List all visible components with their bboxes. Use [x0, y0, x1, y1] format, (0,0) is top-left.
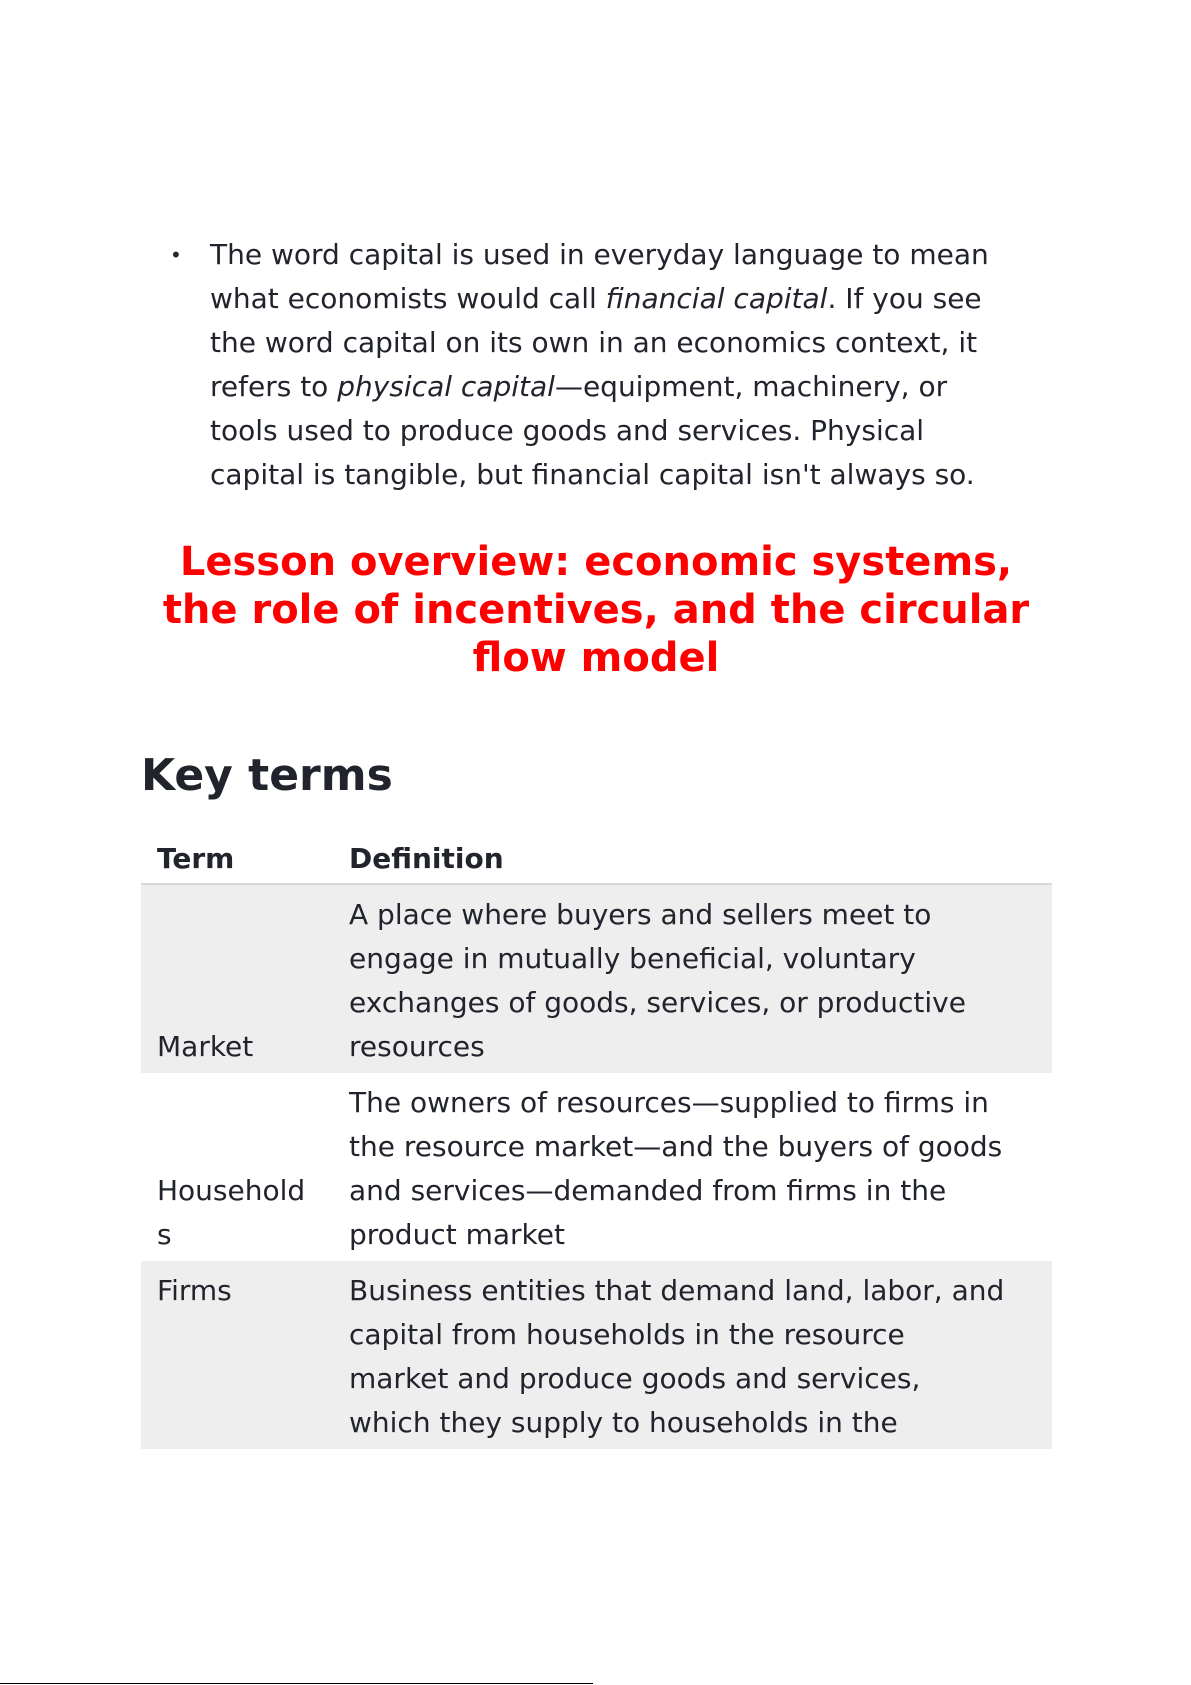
bullet-line: capital is tangible, but financial capital isn't always so.: [210, 458, 975, 491]
bullet-line: [210, 365, 1050, 409]
table-row-firms: [141, 1261, 1052, 1449]
definition-cell: [333, 1261, 1052, 1449]
definition-line: A place where buyers and sellers meet to: [349, 898, 932, 931]
bullet-line: tools used to produce goods and services. Physical: [210, 414, 925, 447]
term-cell: [141, 1073, 333, 1261]
definition-cell: [333, 884, 1052, 1073]
definition-column-header: Definition: [333, 833, 1052, 884]
financial-capital-term: financial capital: [605, 282, 828, 315]
bullet-text: . If you see: [827, 282, 982, 315]
key-terms-table: [141, 833, 1052, 1449]
definition-line: exchanges of goods, services, or productive: [349, 986, 966, 1019]
definition-line: which they supply to households in the: [349, 1406, 898, 1439]
table-row-market: [141, 884, 1052, 1073]
definition-line: market and produce goods and services,: [349, 1362, 921, 1395]
physical-capital-term: physical capital: [337, 370, 555, 403]
bullet-dot-icon: •: [170, 243, 182, 267]
lesson-overview-title: [141, 538, 1051, 682]
table-row-households: [141, 1073, 1052, 1261]
definition-line: resources: [349, 1030, 485, 1063]
term-line: s: [157, 1218, 172, 1251]
bullet-text: —equipment, machinery, or: [554, 370, 948, 403]
lesson-title-line: Lesson overview: economic systems,: [179, 539, 1013, 585]
definition-line: Business entities that demand land, labor, and: [349, 1274, 1005, 1307]
bullet-list: [170, 237, 1050, 497]
table-header-row: [141, 833, 1052, 884]
bullet-text: what economists would call: [210, 282, 606, 315]
term-line: Market: [157, 1030, 254, 1063]
term-cell: [141, 1261, 333, 1449]
bullet-text: refers to: [210, 370, 338, 403]
definition-line: and services—demanded from firms in the: [349, 1174, 947, 1207]
term-line: Household: [157, 1174, 306, 1207]
definition-line: capital from households in the resource: [349, 1318, 905, 1351]
definition-line: The owners of resources—supplied to firms in: [349, 1086, 989, 1119]
bullet-line: the word capital on its own in an economics context, it: [210, 326, 978, 359]
key-terms-heading: Key terms: [141, 750, 393, 801]
bullet-line: [210, 277, 1050, 321]
term-cell: [141, 884, 333, 1073]
lesson-title-line: flow model: [472, 635, 720, 681]
bullet-line: The word capital is used in everyday language to mean: [210, 238, 989, 271]
term-line: Firms: [157, 1274, 232, 1307]
definition-cell: [333, 1073, 1052, 1261]
bullet-item-capital: [170, 233, 1050, 497]
footer-divider: [0, 1683, 593, 1684]
definition-line: product market: [349, 1218, 565, 1251]
term-column-header: Term: [141, 833, 333, 884]
definition-line: the resource market—and the buyers of goods: [349, 1130, 1003, 1163]
lesson-title-line: the role of incentives, and the circular: [162, 587, 1030, 633]
definition-line: engage in mutually beneficial, voluntary: [349, 942, 916, 975]
